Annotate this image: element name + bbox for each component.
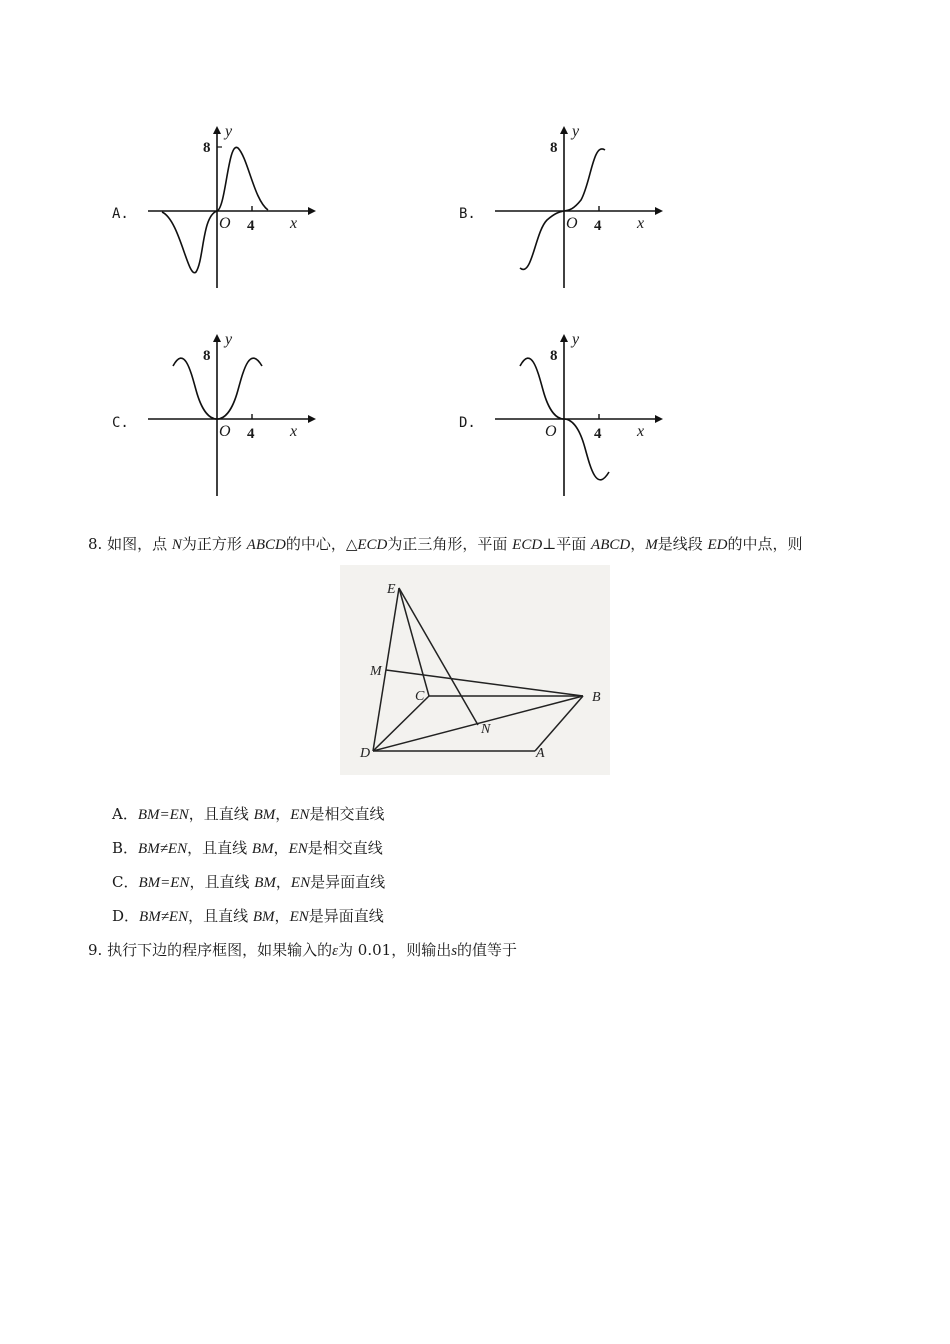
question-number: 8. [88, 535, 103, 553]
choice-text: ，且直线 [188, 805, 254, 823]
stem-text: 为 0.01，则输出 [338, 941, 452, 959]
y-axis-label: y [572, 331, 580, 348]
choice-expr: BM=EN [137, 807, 189, 823]
graph-a [140, 120, 320, 295]
graph-c [140, 328, 320, 503]
label-c: C [415, 689, 425, 704]
choice-text: 是异面直线 [308, 907, 384, 925]
question-number: 9. [88, 941, 103, 959]
stem-text: 执行下边的程序框图，如果输入的 [107, 941, 333, 959]
question-9-stem [88, 940, 517, 961]
s-symbol: s [451, 943, 458, 959]
segment-ed: ED [707, 537, 728, 553]
y-axis-label: y [572, 123, 580, 140]
choice-text: 是相交直线 [309, 805, 385, 823]
square-abcd: ABCD [246, 537, 286, 553]
choice-a[interactable] [112, 803, 384, 824]
stem-text: 的值等于 [457, 941, 518, 959]
stem-text: 为正方形 [181, 535, 247, 553]
option-d-label: D. [459, 415, 476, 431]
stem-text: 为正三角形，平面 [387, 535, 513, 553]
x-axis-label: x [637, 215, 645, 232]
choice-text: ， [274, 907, 290, 925]
label-a: A [536, 746, 545, 761]
choice-c[interactable] [112, 871, 385, 892]
origin-label: O [566, 215, 578, 232]
x-tick-4: 4 [594, 218, 602, 234]
choice-text: 是异面直线 [310, 873, 386, 891]
label-n: N [481, 722, 491, 737]
point-n: N [171, 537, 182, 553]
line-en: EN [290, 807, 310, 823]
line-bm: BM [251, 841, 274, 857]
option-b-label: B. [459, 206, 476, 222]
choice-expr: BM≠EN [139, 909, 189, 925]
choice-b[interactable] [112, 837, 383, 858]
line-bm: BM [254, 875, 276, 891]
x-tick-4: 4 [247, 218, 255, 234]
stem-text: 的中心，△ [285, 535, 358, 553]
choice-d[interactable] [112, 905, 384, 926]
question-8-stem [88, 534, 803, 555]
x-tick-4: 4 [247, 426, 255, 442]
choice-expr: BM=EN [138, 875, 190, 891]
point-m: M [645, 537, 658, 553]
choice-text: 是相交直线 [307, 839, 383, 857]
x-axis-label: x [637, 423, 645, 440]
y-tick-8: 8 [550, 348, 558, 364]
stem-text: 如图，点 [107, 535, 172, 553]
choice-label: C． [112, 873, 139, 891]
choice-label: D． [112, 907, 140, 925]
stem-text: 是线段 [657, 535, 708, 553]
label-e: E [387, 582, 396, 597]
stem-text: ⊥平面 [542, 535, 592, 553]
origin-label: O [545, 423, 557, 440]
line-en: EN [289, 909, 309, 925]
choice-text: ， [273, 839, 289, 857]
stem-text: 的中点，则 [727, 535, 803, 553]
choice-text: ，且直线 [188, 907, 253, 925]
plane-abcd: ABCD [591, 537, 631, 553]
label-d: D [360, 746, 371, 761]
choice-label: A． [112, 805, 138, 823]
choice-label: B． [112, 839, 139, 857]
line-bm: BM [253, 807, 276, 823]
y-tick-8: 8 [203, 348, 211, 364]
origin-label: O [219, 423, 231, 440]
epsilon-symbol: ε [332, 943, 339, 959]
option-c-label: C. [112, 415, 129, 431]
label-b: B [592, 690, 601, 705]
triangle-ecd: ECD [357, 537, 388, 553]
choice-text: ， [275, 873, 291, 891]
choice-text: ，且直线 [187, 839, 252, 857]
y-axis-label: y [225, 123, 233, 140]
graph-b [487, 120, 667, 295]
choice-text: ，且直线 [189, 873, 255, 891]
choice-expr: BM≠EN [138, 841, 188, 857]
x-axis-label: x [290, 423, 298, 440]
plane-ecd: ECD [512, 537, 543, 553]
origin-label: O [219, 215, 231, 232]
stem-text: ， [630, 535, 646, 553]
x-axis-label: x [290, 215, 298, 232]
line-bm: BM [252, 909, 275, 925]
q8-geometry-figure [340, 565, 610, 775]
y-tick-8: 8 [550, 140, 558, 156]
line-en: EN [288, 841, 308, 857]
x-tick-4: 4 [594, 426, 602, 442]
graph-d [487, 328, 667, 503]
y-axis-label: y [225, 331, 233, 348]
choice-text: ， [275, 805, 291, 823]
label-m: M [370, 664, 382, 679]
option-a-label: A. [112, 206, 129, 222]
y-tick-8: 8 [203, 140, 211, 156]
line-en: EN [290, 875, 311, 891]
